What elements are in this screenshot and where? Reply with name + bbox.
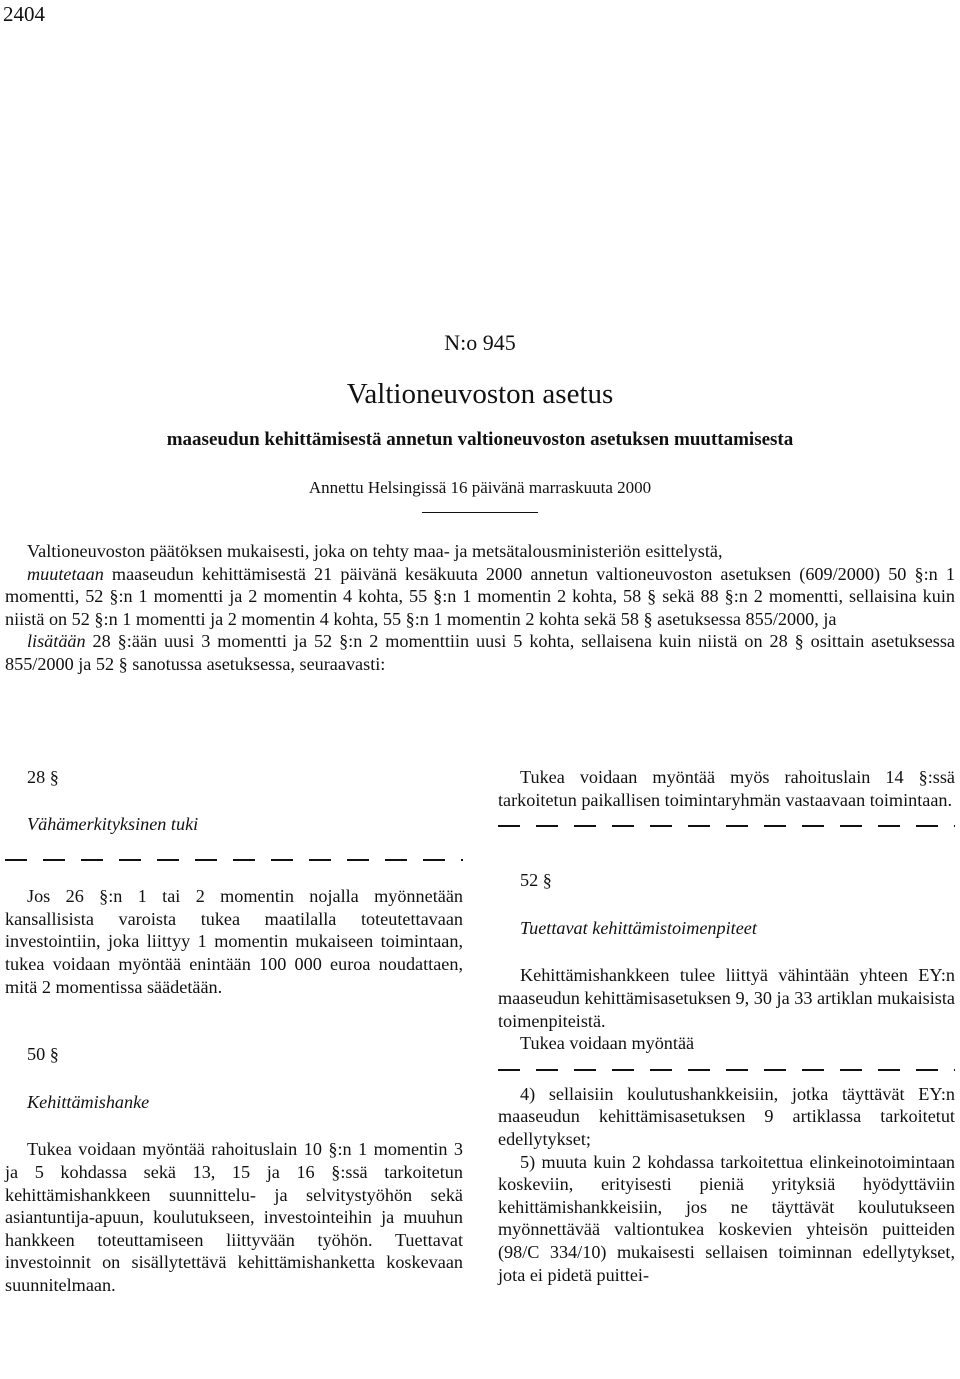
omission-dashes bbox=[498, 1069, 955, 1071]
section-50-number: 50 § bbox=[27, 1044, 59, 1065]
add-text: 28 §:ään uusi 3 momentti ja 52 §:n 2 momenttiin uusi 5 kohta, sellaisena kuin niistä on 28 § osittain asetuksessa 855/2000 ja 52 § sanotussa asetuksessa, seuraavasti: bbox=[5, 631, 955, 674]
document-title: Valtioneuvoston asetus bbox=[346, 378, 614, 410]
preamble-paragraph-2 bbox=[5, 563, 955, 631]
right-column bbox=[498, 766, 955, 1286]
section-52-number: 52 § bbox=[520, 870, 552, 891]
section-28-continuation-text: Tukea voidaan myöntää myös rahoituslain 14 §:ssä tarkoitetun paikallisen toimintaryhmän vastaavaan toimintaan. bbox=[498, 767, 955, 810]
omission-dashes bbox=[5, 859, 463, 861]
section-28-title: Vähämerkityksinen tuki bbox=[27, 813, 199, 834]
section-52-title: Tuettavat kehittämistoimenpiteet bbox=[520, 917, 757, 938]
header-divider bbox=[422, 512, 538, 513]
left-column bbox=[5, 766, 463, 1297]
section-52-paragraph-1: Kehittämishankkeen tulee liittyä vähintään yhteen EY:n maaseudun kehittämisasetuksen 9, 30 ja 33 artiklan mukaisista toimenpiteistä. bbox=[498, 965, 955, 1031]
preamble bbox=[5, 540, 955, 676]
section-28-text: Jos 26 §:n 1 tai 2 momentin nojalla myönnetään kansallisista varoista tukea maatilalla toteutettavaan investointiin, joka liittyy 1 momentin mukaiseen toimintaan, tukea voidaan myöntää enintään 100 000 euroa noudattaen, mitä 2 momentissa säädetään. bbox=[5, 886, 463, 997]
section-52-item-4: 4) sellaisiin koulutushankkeisiin, jotka täyttävät EY:n maaseudun kehittämisasetuksen 9 artiklassa tarkoitetut edellytykset; bbox=[498, 1083, 955, 1149]
section-50-text: Tukea voidaan myöntää rahoituslain 10 §:n 1 momentin 3 ja 5 kohdassa sekä 13, 15 ja 16 §:ssä tarkoitetun kehittämishankkeen suunnittelu- ja selvitystyöhön sekä asiantuntija-apuun, koulutukseen, investointeihin ja muuhun hankkeen toteuttamiseen liittyvään työhön. Tuettavat investoinnit on sisällytettävä kehittämishanketta koskevaan suunnitelmaan. bbox=[5, 1139, 463, 1295]
amend-text: maaseudun kehittämisestä 21 päivänä kesäkuuta 2000 annetun valtioneuvoston asetuksen (609/2000) 50 §:n 1 momentti, 52 §:n 1 momentti ja 2 momentin 4 kohta, 55 §:n 1 momentin 2 kohta, 58 § sekä 88 §:n 2 momentti, sellaisina kuin niistä on 52 §:n 1 momentti ja 2 momentin 4 kohta, 55 §:n 1 momentin 2 kohta sekä 58 § asetuksessa 855/2000, ja bbox=[5, 563, 955, 629]
omission-dashes bbox=[498, 825, 955, 827]
amend-keyword: muutetaan bbox=[27, 563, 104, 584]
preamble-paragraph-3 bbox=[5, 630, 955, 675]
add-keyword: lisätään bbox=[27, 631, 86, 652]
section-52-item-5: 5) muuta kuin 2 kohdassa tarkoitettua elinkeinotoimintaan koskeviin, erityisesti pieniä yrityksiä hyödyttäviin kehittämishankkeisiin, jos ne täyttävät koulutukseen myönnettävää valtiontukea koskevien yhteisön puitteiden (98/C 334/10) mukaisesti sellaisen toiminnan edellytykset, jota ei pidetä puittei- bbox=[498, 1151, 955, 1285]
document-subtitle: maaseudun kehittämisestä annetun valtioneuvoston asetuksen muuttamisesta bbox=[166, 429, 794, 450]
section-52-paragraph-2: Tukea voidaan myöntää bbox=[520, 1033, 695, 1054]
page-number: 2404 bbox=[3, 2, 45, 26]
preamble-paragraph-1: Valtioneuvoston päätöksen mukaisesti, joka on tehty maa- ja metsätalousministeriön esittelystä, bbox=[27, 541, 723, 561]
section-28-number: 28 § bbox=[27, 767, 59, 787]
document-number: N:o 945 bbox=[444, 330, 516, 355]
given-date-line: Annettu Helsingissä 16 päivänä marraskuuta 2000 bbox=[308, 478, 652, 497]
section-50-title: Kehittämishanke bbox=[27, 1091, 150, 1112]
